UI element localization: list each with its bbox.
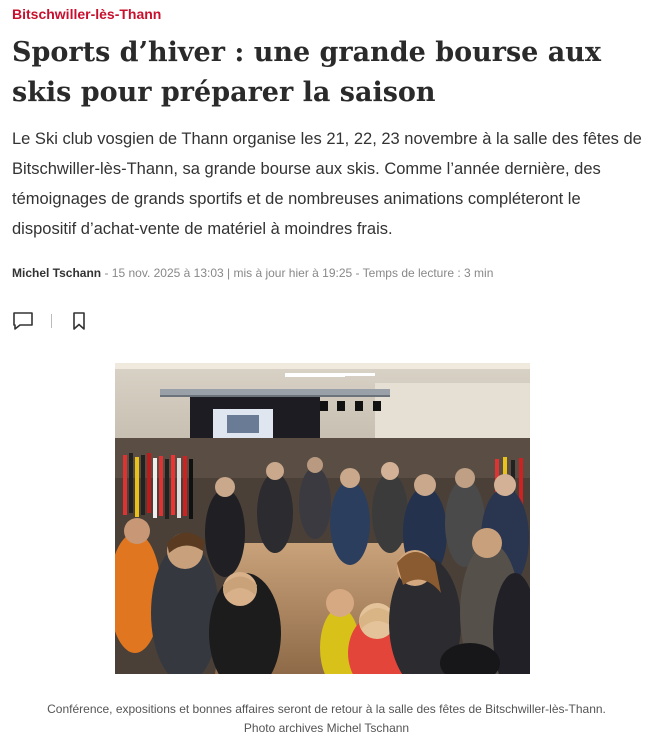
comment-icon xyxy=(12,311,34,331)
publish-info: - 15 nov. 2025 à 13:03 | mis à jour hier à 19:25 - Temps de lecture : 3 min xyxy=(101,266,494,280)
photo-caption-text: Conférence, expositions et bonnes affaires seront de retour à la salle des fêtes de Bitschwiller-lès-Thann. xyxy=(47,702,606,716)
actions-divider xyxy=(51,314,52,328)
article-lede: Le Ski club vosgien de Thann organise les 21, 22, 23 novembre à la salle des fêtes de Bitschwiller-lès-Thann, sa grande bourse aux skis. Comme l’année dernière, des témoignages de grands sportifs et de nombreuses animations compléteront le dispositif d’achat-vente de matériel à moindres frais. xyxy=(12,130,642,238)
bookmark-button[interactable] xyxy=(68,310,90,332)
photo-crowd-ski-fair xyxy=(115,363,530,674)
photo-caption xyxy=(0,700,653,738)
comment-button[interactable] xyxy=(12,310,34,332)
bookmark-icon xyxy=(71,311,87,331)
article-title: Sports d’hiver : une grande bourse aux skis pour préparer la saison xyxy=(12,37,601,108)
article-actions xyxy=(12,310,90,332)
article-byline xyxy=(12,266,493,280)
author-name[interactable]: Michel Tschann xyxy=(12,266,102,280)
photo-credit: Photo archives Michel Tschann xyxy=(243,721,410,735)
article-photo xyxy=(115,363,530,674)
section-kicker-link[interactable]: Bitschwiller-lès-Thann xyxy=(12,6,162,22)
